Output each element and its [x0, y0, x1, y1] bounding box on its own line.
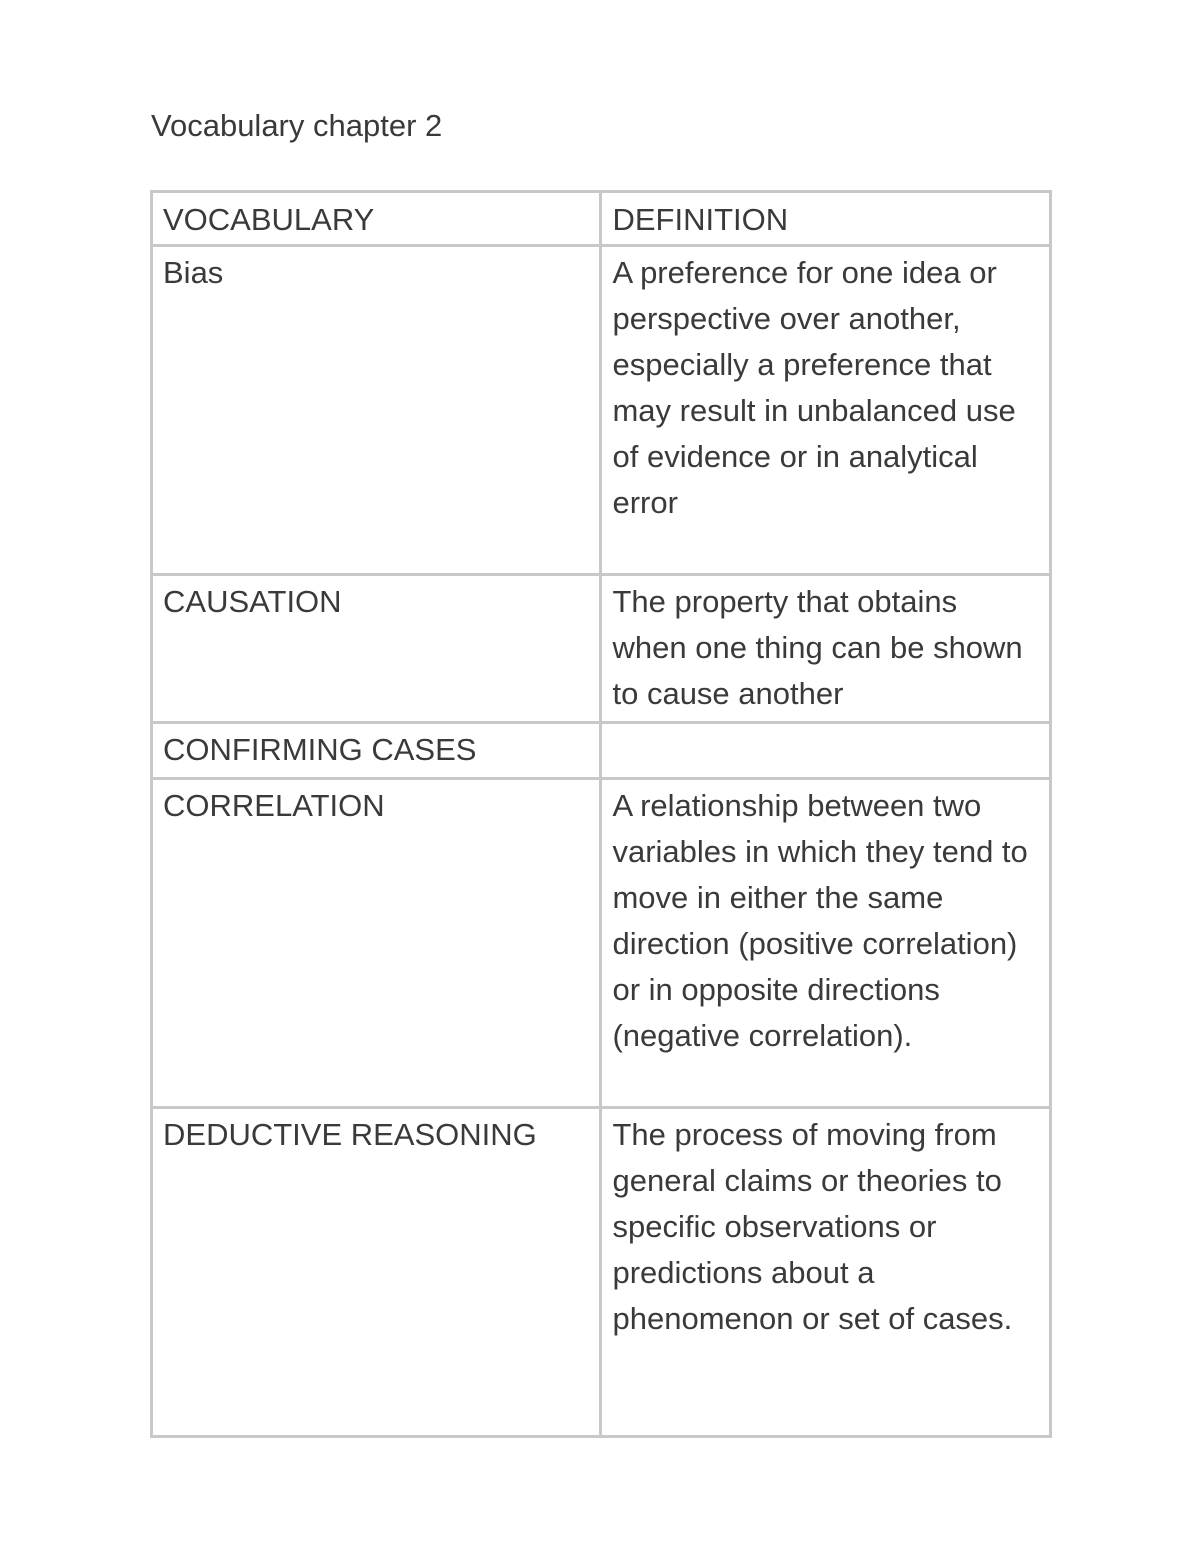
document-title: Vocabulary chapter 2 [151, 108, 443, 143]
term-cell: DEDUCTIVE REASONING [152, 1108, 601, 1437]
definition-cell: A relationship between two variables in which they tend to move in either the same direction (positive correlation) or in opposite directions (negative correlation). [601, 779, 1051, 1108]
table-header-row [152, 192, 1051, 246]
term-cell: CAUSATION [152, 575, 601, 723]
definition-cell: The property that obtains when one thing can be shown to cause another [601, 575, 1051, 723]
table-row [152, 1108, 1051, 1437]
definition-cell [601, 723, 1051, 779]
table-row [152, 575, 1051, 723]
table-row [152, 779, 1051, 1108]
vocabulary-table [150, 190, 1052, 1438]
definition-cell: The process of moving from general claims or theories to specific observations or predictions about a phenomenon or set of cases. [601, 1108, 1051, 1437]
term-cell: CONFIRMING CASES [152, 723, 601, 779]
table-row [152, 723, 1051, 779]
term-cell: CORRELATION [152, 779, 601, 1108]
term-cell: Bias [152, 246, 601, 575]
header-definition: DEFINITION [601, 192, 1051, 246]
definition-cell: A preference for one idea or perspective over another, especially a preference that may result in unbalanced use of evidence or in analytical error [601, 246, 1051, 575]
header-vocabulary: VOCABULARY [152, 192, 601, 246]
table-row [152, 246, 1051, 575]
